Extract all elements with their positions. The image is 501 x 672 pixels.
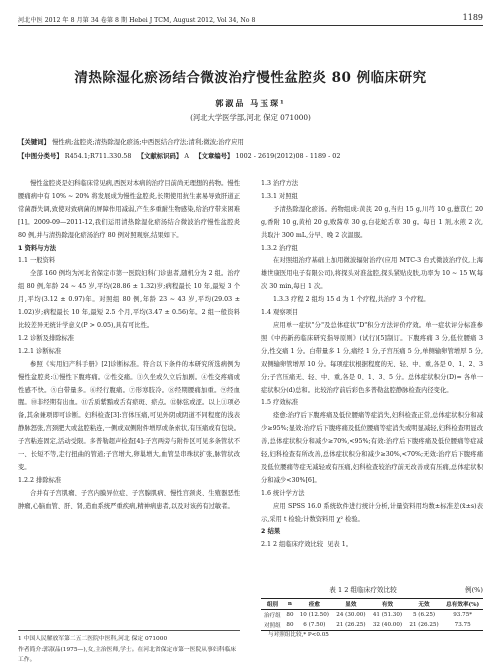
right-column (261, 178, 483, 552)
authors: 郭淑品 马玉琛¹ (215, 98, 286, 108)
heading-text: 2.1 2 组临床疗效比较 (261, 541, 324, 549)
table-cell: 6 (7.50) (303, 622, 326, 628)
article-id: 1002 - 2619(2012)08 - 1189 - 02 (235, 151, 341, 160)
subsection-heading: 1.3.2 治疗组 (261, 244, 298, 252)
table-row (261, 610, 483, 621)
paragraph: 应用单一症状"分"及总体症状"D"积分方法评价疗效。单一症状评分标准参照《中药新药临床研究指导原则》(试行)[5]制订。下腹疼痛 3 分,低位腰痛 3 分,性交痛 1 分。白带量多 1 分,痛经 1 分,子宫压痛 5 分,单侧输卵管增厚 5 分,双侧输卵管增厚 10 分。每项症状根据程度的无、轻、中、重,各是 0、1、2、3 分;子宫压痛无、轻、中、重,各是 0、1、3、5 分。总体症状积分(D)= 各单一症状积分(d)总和。比较治疗前后彩色多普勒盆腔静脉检查内径变化。 (261, 321, 483, 394)
paragraph: 在对照组治疗基础上加用微波辐射治疗(应用 MTC-3 台式微波治疗仪,上海雄世康医用电子有限公司),将探头对准盆腔,探头紧贴皮肤,功率为 10 ~ 15 W,每次 30 min,每日 1 次。 (261, 257, 483, 291)
journal-citation: 河北中医 2012 年 8 月第 34 卷第 8 期 Hebei J TCM, August 2012, Vol 34, No 8 (18, 17, 256, 24)
page-number: 1189 (462, 13, 483, 22)
table-header: 痊愈 (308, 602, 320, 608)
subsection-heading: 1.3.1 对照组 (261, 192, 298, 200)
clc: R454.1;R711.330.58 (64, 151, 132, 160)
clc-label: 【中图分类号】 (18, 151, 63, 160)
code: A (184, 151, 189, 160)
subsection-heading: 1.2.2 排除标准 (18, 476, 62, 484)
paragraph: 予清热除湿化瘀汤。药物组成:黄芪 20 g,当归 15 g,川芎 10 g,薏苡仁 20 g,香附 10 g,黄柏 20 g,败酱草 30 g,白花蛇舌草 30 g。每日 1 剂,水煎 2 次,共取汁 300 mL,分早、晚 2 次温服。 (261, 205, 483, 239)
table-cell: 80 (286, 612, 294, 618)
running-header (18, 13, 483, 26)
table-cell: 治疗组 (264, 613, 281, 619)
paragraph: 全部 160 例均为河北省保定市第一医院妇科门诊患者,随机分为 2 组。治疗组 80 例,年龄 24 ~ 45 岁,平均(28.86 ± 1.32)岁;病程最长 10 年,最短 3 个月,平均(3.12 ± 0.97)年。对照组 80 例,年龄 23 ~ 43 岁,平均(29.03 ± 1.02)岁;病程最长 10 年,最短 2.5 个月,平均(3.47 ± 0.56)年。2 组一般资料比较差异无统计学意义(P > 0.05),具有可比性。 (18, 270, 240, 329)
paragraph: 应用 SPSS 16.0 系统软件进行统计分析,计量资料用均数±标准差(x̄±s)表示,采用 t 检验;计数资料用 χ² 检验。 (261, 502, 483, 523)
paragraph: 痊愈:治疗后下腹疼痛及低位腰痛等症消失,妇科检查正常,总体症状积分和减少≥95%;显效:治疗后下腹疼痛及低位腰痛等症消失或明显减轻,妇科检查明显改善,总体症状积分和减少≥70%,<95%;有效:治疗后下腹疼痛及低位腰痛等症减轻,妇科检查有所改善,总体症状积分和减少≥30%,<70%;无效:治疗后下腹疼痛及低位腰痛等症无减轻或有压痛,妇科检查较治疗前无改善或有压痛,总体症状积分和减少<30%[6]。 (261, 412, 483, 484)
intro-paragraph: 慢性盆腔炎是妇科临床常见病,西医对本病的治疗目前尚无理想的药物。慢性腰痛病中有 10% ~ 20% 将发展成为慢性盆腔炎,长期使用抗生素易导致肝道正常菌群失调,致使对致病菌的屏障作用减弱,产生多重耐生物感染,给治疗带来困难[1]。2009-09—2011-12,我们运用清热除湿化瘀汤结合微波治疗慢性盆腔炎 80 例,并与清热除湿化瘀汤治疗 80 例对照观察,结果如下。 (18, 180, 240, 239)
table-row (261, 620, 483, 631)
subsection-heading: 1.3 治疗方法 (261, 180, 299, 187)
id-label: 【文章编号】 (195, 151, 234, 160)
footnote-line: 1 中国人民解放军第二五二医院中医科,河北 保定 071000 (18, 636, 168, 642)
article-meta (18, 136, 483, 163)
table-cell: 93.75* (453, 612, 473, 618)
paragraph: 参照《实用妇产科手册》[2]诊断标准。符合以下条件的本研究所选病例为慢性盆腔炎:①慢性下腹疼痛。②性交痛。③久坐或久立后加剧。④性交疼痛或性感不快。⑤白带量多。⑥经行腹痛。⑦形寒肢冷。⑧经期腰痛加重。⑨经血腥。⑩非经期有出血。⑪舌质紫黯或舌有瘀斑、瘀点。⑫脉弦或涩。以上①项必备,其余兼项即可诊断。妇科检查[3]:宫体压痛,可见外阴或阴道不同程度的浅表静脉怒张,宫颈肥大或盆腔粘连,一侧或双侧附件增厚或条索状,有压痛或有包块。子宫粘连固定,活动受限。多普勒超声检查[4]:子宫两旁与附件区可见多条管状不一、长短不等,走行扭曲的管道;子宫增大,卵巢增大,血管呈串珠状扩张,脉管状改变。 (18, 360, 240, 471)
results-table (261, 598, 483, 631)
affiliation: (河北大学医学部,河北 保定 071000) (190, 113, 311, 122)
table-cell: 41 (51.30) (372, 612, 403, 618)
classification-row (18, 150, 483, 164)
table-header: 组别 (266, 602, 279, 608)
keywords-row (18, 136, 483, 150)
paragraph: 1.3.3 疗程 2 组均 15 d 为 1 个疗程,共治疗 3 个疗程。 (273, 296, 430, 304)
table-header: 显效 (345, 602, 357, 608)
table-header: n (287, 601, 292, 607)
table-unit: 例(%) (464, 586, 483, 594)
table-header: 无效 (418, 602, 430, 608)
left-column (18, 178, 240, 514)
keywords: 慢性病;盆腔炎;清热除湿化瘀汤;中西医结合疗法;清利;微波;治疗应用 (52, 138, 244, 146)
subsection-heading: 1.4 观察项目 (261, 309, 299, 317)
table-cell: 5 (6.25) (412, 612, 436, 618)
table-cell: 80 (286, 622, 294, 628)
caption-text: 表 1 2 组临床疗效比较 (329, 586, 397, 594)
section-heading: 2 结果 (261, 528, 281, 536)
code-label: 【文献标识码】 (137, 151, 183, 160)
subsection-heading (261, 539, 483, 552)
table-cell: 10 (12.50) (299, 612, 329, 618)
table-header-row (261, 599, 483, 610)
table-cell: 32 (40.00) (372, 622, 403, 628)
subsection-heading: 1.2 诊断及排除标准 (18, 334, 75, 342)
table-header: 总有效率(%) (446, 602, 480, 608)
table-caption (261, 584, 483, 594)
subsection-heading: 1.5 疗效标准 (261, 399, 299, 407)
footnote-line: 作者简介:郭淑品(1975—),女,主治医师,学士。在河北省保定市第一医院从事妇科临床工作。 (18, 646, 237, 663)
table-cell: 21 (26.25) (409, 622, 439, 628)
table-cell: 73.75 (454, 622, 471, 628)
table-note: 与对照组比较,* P<0.05 (268, 632, 329, 638)
heading-tail: 见表 1。 (327, 541, 353, 549)
subsection-heading: 1.2.1 诊断标准 (18, 347, 62, 355)
footnote (18, 630, 240, 666)
table-cell: 24 (30.00) (336, 612, 366, 618)
subsection-heading: 1.1 一般资料 (18, 257, 56, 265)
section-heading: 1 资料与方法 (18, 244, 57, 252)
keywords-label: 【关键词】 (18, 138, 50, 146)
table-header: 有效 (381, 602, 394, 608)
table-cell: 21 (26.25) (336, 622, 366, 628)
article-title: 清热除湿化瘀汤结合微波治疗慢性盆腔炎 80 例临床研究 (74, 70, 427, 86)
paragraph: 合并有子宫肌瘤、子宫内膜异位症、子宫腺肌病、慢性宫颈炎、生殖器恶性肿瘤,心脑血管、肝、肾,造血系统严重疾病,精神病患者,以及对该药有过敏者。 (18, 489, 240, 510)
table-cell: 对照组 (264, 623, 281, 629)
subsection-heading: 1.6 统计学方法 (261, 489, 305, 497)
